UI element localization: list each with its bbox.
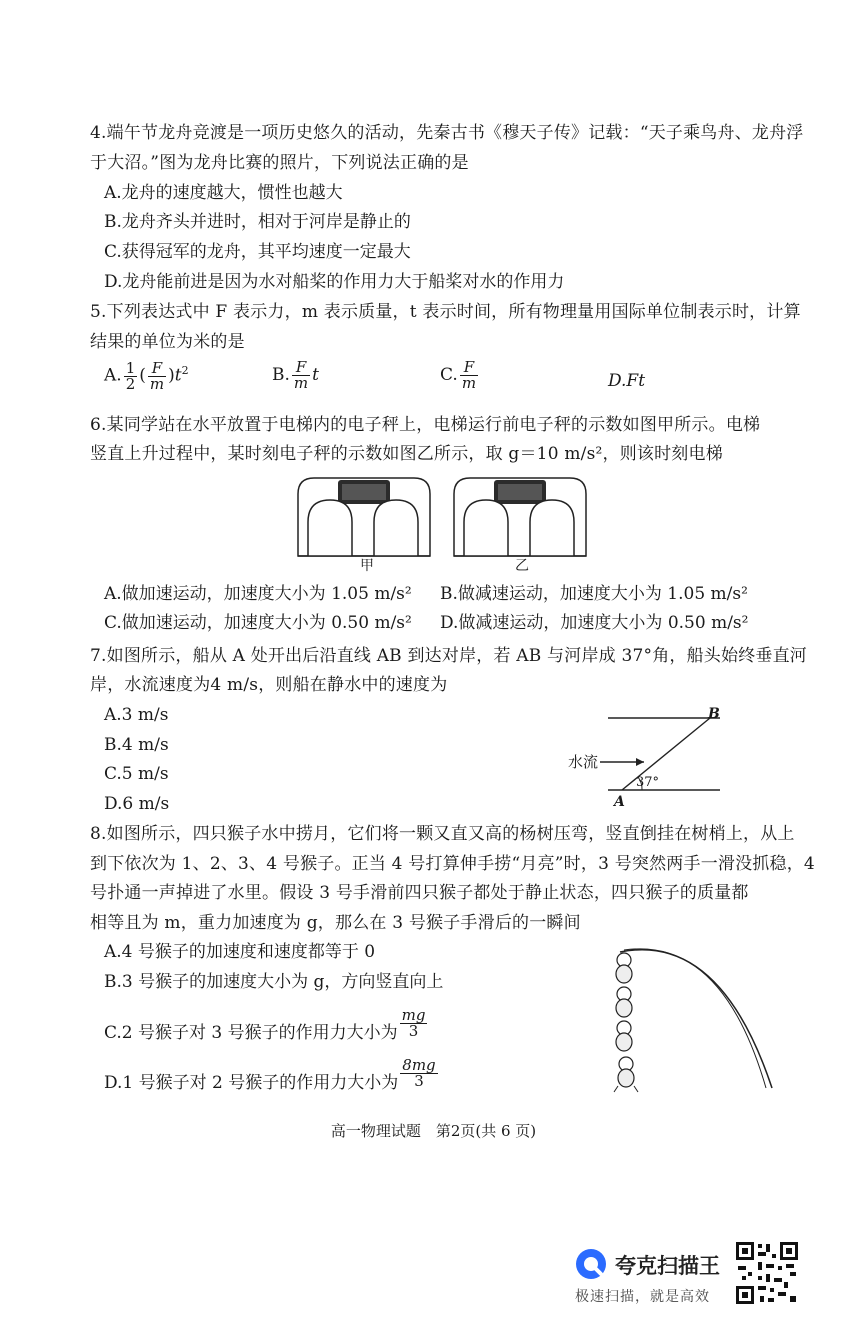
scale-right <box>454 478 586 556</box>
q5-a-half-num: 1 <box>125 358 136 377</box>
q6-option-c: C.做加速运动，加速度大小为 0.50 m/s² <box>104 613 412 633</box>
q8-c-text: C.2 号猴子对 3 号猴子的作用力大小为 <box>104 1023 398 1043</box>
q5-b-t: t <box>312 365 319 385</box>
q5-option-c <box>440 360 480 391</box>
q4-stem-line2: 于大沼。”图为龙舟比赛的照片，下列说法正确的是 <box>90 153 469 173</box>
q6-stem-line2: 竖直上升过程中，某时刻电子秤的示数如图乙所示，取 g＝10 m/s²，则该时刻电梯 <box>90 444 723 464</box>
q4-stem-line1: 4.端午节龙舟竞渡是一项历史悠久的活动，先秦古书《穆天子传》记载：“天子乘鸟舟、龙舟浮 <box>90 123 804 143</box>
monkey-2 <box>616 987 632 1017</box>
q6-option-d: D.做减速运动，加速度大小为 0.50 m/s² <box>440 613 749 633</box>
quark-logo-icon <box>575 1248 607 1280</box>
q6-scale-figure <box>296 474 591 574</box>
q5-c-f-over-m <box>460 360 478 391</box>
q8-option-b: B.3 号猴子的加速度大小为 g，方向竖直向上 <box>104 972 444 992</box>
q8-d-text: D.1 号猴子对 2 号猴子的作用力大小为 <box>104 1073 399 1093</box>
q7-stem-line1: 7.如图所示，船从 A 处开出后沿直线 AB 到达对岸，若 AB 与河岸成 37°角，船头始终垂直河 <box>90 646 807 666</box>
arrow-head <box>636 758 644 766</box>
watermark-slogan: 极速扫描，就是高效 <box>575 1289 710 1305</box>
q8-d-num: 8mg <box>402 1056 436 1074</box>
q6-option-b: B.做减速运动，加速度大小为 1.05 m/s² <box>440 584 748 604</box>
q6-option-a: A.做加速运动，加速度大小为 1.05 m/s² <box>104 584 412 604</box>
q5-c-m: m <box>461 374 477 392</box>
tree-branch <box>620 950 772 1088</box>
q7-flow-label: 水流 <box>568 753 599 771</box>
q5-a-exp: 2 <box>181 364 189 377</box>
q8-stem-line3: 号扑通一声掉进了水里。假设 3 号手滑前四只猴子都处于静止状态，四只猴子的质量都 <box>90 883 749 903</box>
q4-option-d: D.龙舟能前进是因为水对船桨的作用力大于船桨对水的作用力 <box>104 272 565 292</box>
q6-figure-label-left: 甲 <box>360 558 374 574</box>
q5-option-d: D.Ft <box>608 371 646 391</box>
q5-stem-line1: 5.下列表达式中 F 表示力，m 表示质量，t 表示时间，所有物理量用国际单位制表示时，计算 <box>90 302 801 322</box>
q5-a-f: F <box>148 361 166 377</box>
q7-option-b: B.4 m/s <box>104 735 169 755</box>
q5-b-f-over-m <box>292 360 310 391</box>
monkey-3 <box>616 1021 632 1051</box>
watermark-name: 夸克扫描王 <box>615 1254 720 1278</box>
scale-left <box>298 478 430 556</box>
q8-c-den: 3 <box>408 1022 419 1040</box>
q5-c-f: F <box>460 360 478 376</box>
q8-stem-line4: 相等且为 m，重力加速度为 g，那么在 3 号猴子手滑后的一瞬间 <box>90 913 581 933</box>
q7-point-a: A <box>614 794 625 810</box>
q8-stem-line2: 到下依次为 1、2、3、4 号猴子。正当 4 号打算伸手捞“月亮”时，3 号突然两手一滑没抓稳，4 <box>90 854 815 874</box>
monkey-1 <box>616 953 632 983</box>
q5-a-half <box>124 358 138 393</box>
q8-c-num: mg <box>401 1006 426 1024</box>
q8-monkey-tree-figure <box>600 938 780 1094</box>
q7-option-a: A.3 m/s <box>104 705 169 725</box>
q5-b-prefix: B. <box>272 365 290 385</box>
q6-stem-line1: 6.某同学站在水平放置于电梯内的电子秤上，电梯运行前电子秤的示数如图甲所示。电梯 <box>90 415 761 435</box>
q5-option-a: A. $\frac{1}{2}$ ( $\frac{F}{m}$ )$t^2$ <box>104 358 189 393</box>
q6-figure-label-right: 乙 <box>515 558 529 574</box>
q4-option-b: B.龙舟齐头并进时，相对于河岸是静止的 <box>104 212 411 232</box>
page-footer: 高一物理试题 第2页(共 6 页) <box>330 1122 537 1140</box>
qr-code-icon <box>734 1240 800 1306</box>
q5-b-f: F <box>292 360 310 376</box>
q8-d-den: 3 <box>414 1072 424 1090</box>
q8-stem-line1: 8.如图所示，四只猴子水中捞月，它们将一颗又直又高的杨树压弯，竖直倒挂在树梢上，从上 <box>90 824 795 844</box>
q4-option-c: C.获得冠军的龙舟，其平均速度一定最大 <box>104 242 411 262</box>
q5-a-m: m <box>149 374 165 393</box>
q7-angle-label: 37° <box>636 775 660 790</box>
q7-point-b: B <box>708 706 720 722</box>
q5-a-prefix: A. <box>104 365 122 386</box>
q5-a-f-over-m <box>148 358 166 393</box>
q5-option-b <box>272 360 319 391</box>
monkey-4 <box>614 1057 638 1092</box>
q8-option-c <box>104 1006 429 1049</box>
q8-option-d <box>104 1056 440 1099</box>
q7-stem-line2: 岸，水流速度为4 m/s，则船在静水中的速度为 <box>90 675 448 695</box>
q8-c-fraction <box>400 1008 428 1039</box>
q5-a-t: t <box>174 365 182 386</box>
q8-d-fraction <box>400 1058 437 1089</box>
q5-c-prefix: C. <box>440 365 458 385</box>
tree-branch-inner <box>624 949 766 1088</box>
q5-b-m: m <box>293 374 309 392</box>
q7-option-c: C.5 m/s <box>104 764 169 784</box>
q8-option-a: A.4 号猴子的加速度和速度都等于 0 <box>104 942 376 962</box>
q5-a-half-den: 2 <box>125 374 136 393</box>
q7-option-d: D.6 m/s <box>104 794 170 814</box>
q4-option-a: A.龙舟的速度越大，惯性也越大 <box>104 183 343 203</box>
q5-stem-line2: 结果的单位为米的是 <box>90 332 245 352</box>
